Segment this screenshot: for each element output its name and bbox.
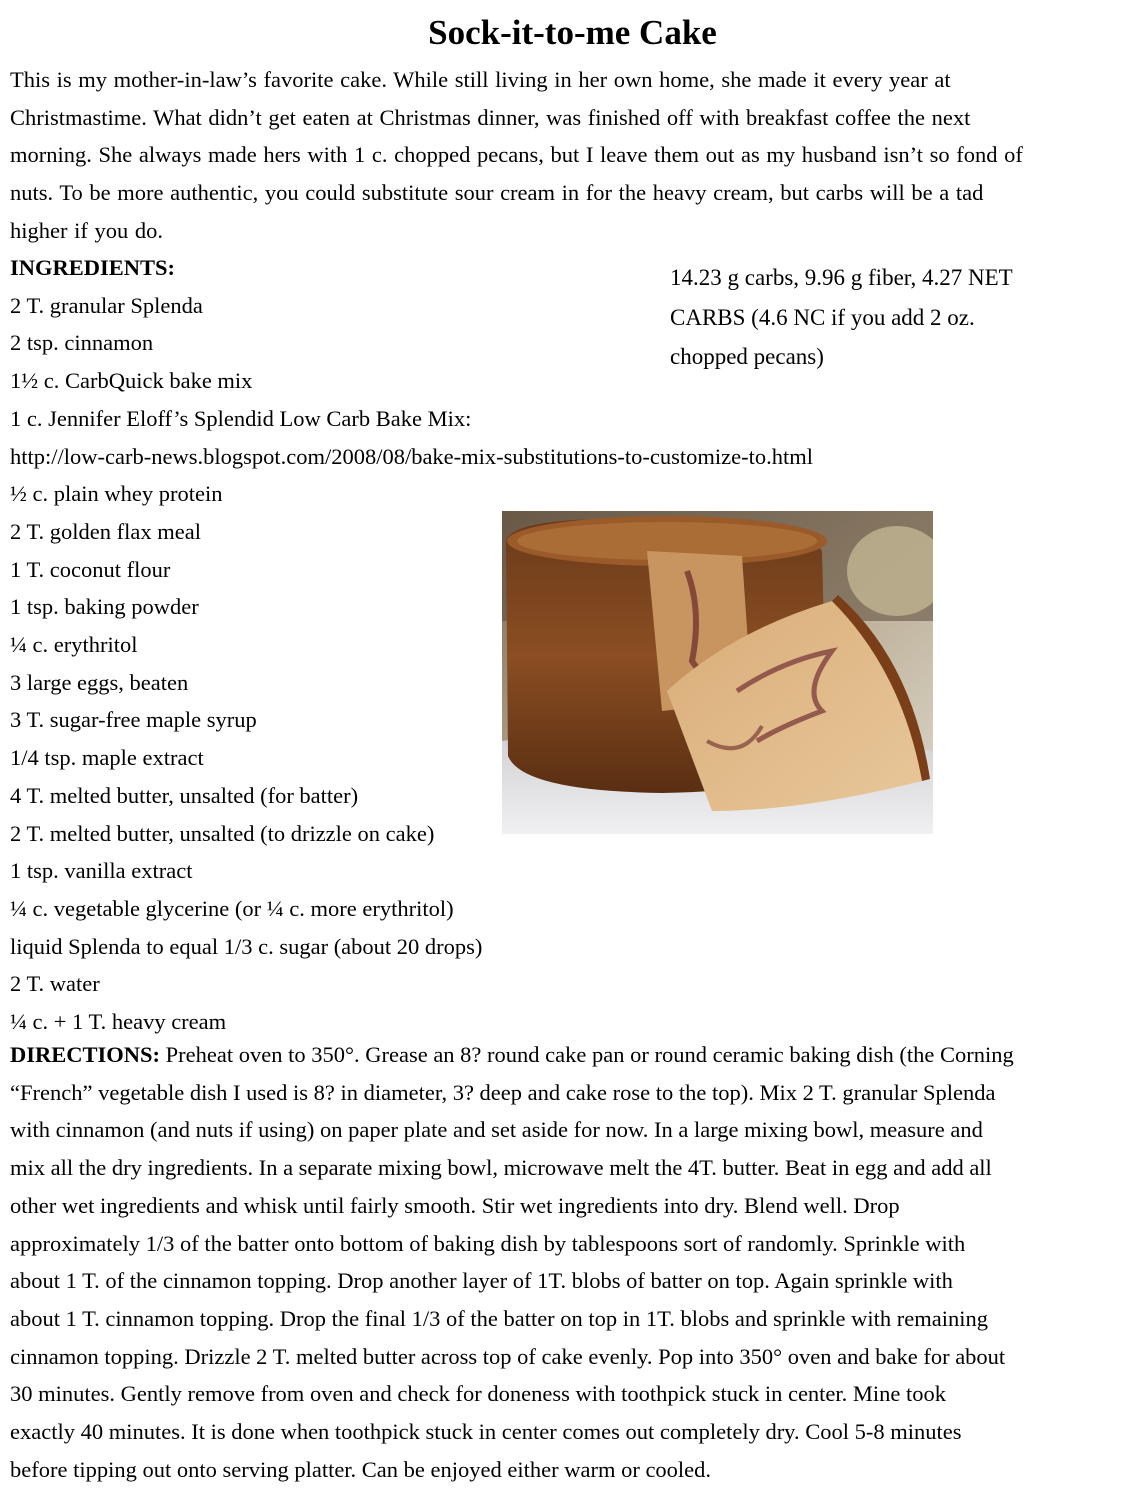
intro-line: This is my mother-in-law’s favorite cake. While still living in her own home, she made it every year at bbox=[10, 67, 951, 92]
intro-line: nuts. To be more authentic, you could substitute sour cream in for the heavy cream, but carbs will be a tad bbox=[10, 180, 984, 206]
ingredient-item: 1/4 tsp. maple extract bbox=[10, 745, 204, 771]
intro-paragraph bbox=[10, 61, 1134, 250]
intro-line: morning. She always made hers with 1 c. chopped pecans, but I leave them out as my husband isn’t so fond of bbox=[10, 142, 1023, 168]
ingredient-item: 3 large eggs, beaten bbox=[10, 669, 189, 695]
directions-heading: DIRECTIONS: bbox=[10, 1042, 161, 1067]
ingredient-item: 2 tsp. cinnamon bbox=[10, 330, 154, 356]
directions-section bbox=[10, 1036, 1134, 1488]
ingredient-item: 1 tsp. baking powder bbox=[10, 594, 199, 620]
directions-line: with cinnamon (and nuts if using) on paper plate and set aside for now. In a large mixing bowl, measure and bbox=[10, 1117, 983, 1143]
ingredient-item: ¼ c. vegetable glycerine (or ¼ c. more erythritol) bbox=[10, 895, 454, 921]
ingredients-heading: INGREDIENTS: bbox=[10, 255, 176, 280]
intro-line: Christmastime. What didn’t get eaten at Christmas dinner, was finished off with breakfast coffee the next bbox=[10, 104, 971, 130]
ingredient-item: 4 T. melted butter, unsalted (for batter) bbox=[10, 782, 359, 808]
directions-line: about 1 T. of the cinnamon topping. Drop another layer of 1T. blobs of batter on top. Again sprinkle with bbox=[10, 1268, 953, 1294]
intro-line: higher if you do. bbox=[10, 217, 163, 243]
nutrition-line: 14.23 g carbs, 9.96 g fiber, 4.27 NET bbox=[670, 265, 1013, 290]
directions-line: before tipping out onto serving platter. Can be enjoyed either warm or cooled. bbox=[10, 1456, 712, 1482]
nutrition-line: chopped pecans) bbox=[670, 344, 824, 369]
directions-line: “French” vegetable dish I used is 8? in diameter, 3? deep and cake rose to the top). Mix 2 T. granular Splenda bbox=[10, 1079, 996, 1105]
cake-photo bbox=[502, 511, 933, 834]
directions-line: cinnamon topping. Drizzle 2 T. melted butter across top of cake evenly. Pop into 350° oven and bake for about bbox=[10, 1343, 1006, 1369]
ingredient-item: 2 T. water bbox=[10, 971, 100, 997]
directions-line: approximately 1/3 of the batter onto bottom of baking dish by tablespoons sort of randomly. Sprinkle with bbox=[10, 1230, 966, 1256]
directions-line: 30 minutes. Gently remove from oven and check for doneness with toothpick stuck in center. Mine took bbox=[10, 1381, 947, 1407]
directions-line: exactly 40 minutes. It is done when toothpick stuck in center comes out completely dry. Cool 5-8 minutes bbox=[10, 1419, 962, 1445]
directions-line: mix all the dry ingredients. In a separate mixing bowl, microwave melt the 4T. butter. Beat in egg and add all bbox=[10, 1155, 992, 1181]
nutrition-line: CARBS (4.6 NC if you add 2 oz. bbox=[670, 304, 975, 330]
ingredient-item: ½ c. plain whey protein bbox=[10, 481, 223, 507]
directions-line: about 1 T. cinnamon topping. Drop the final 1/3 of the batter on top in 1T. blobs and sprinkle with remaining bbox=[10, 1305, 988, 1331]
ingredient-item: liquid Splenda to equal 1/3 c. sugar (about 20 drops) bbox=[10, 933, 483, 959]
ingredient-item: 1 c. Jennifer Eloff’s Splendid Low Carb Bake Mix: bbox=[10, 405, 472, 431]
ingredient-item: ¼ c. + 1 T. heavy cream bbox=[10, 1009, 227, 1035]
ingredient-item: 2 T. melted butter, unsalted (to drizzle on cake) bbox=[10, 820, 435, 846]
directions-line: other wet ingredients and whisk until fairly smooth. Stir wet ingredients into dry. Blend well. Drop bbox=[10, 1192, 900, 1218]
directions-line: Preheat oven to 350°. Grease an 8? round cake pan or round ceramic baking dish (the Corning bbox=[160, 1042, 1014, 1067]
ingredient-link[interactable]: http://low-carb-news.blogspot.com/2008/08/bake-mix-substitutions-to-customize-to.html bbox=[10, 443, 814, 469]
ingredient-item: 2 T. granular Splenda bbox=[10, 292, 203, 318]
ingredient-item: 2 T. golden flax meal bbox=[10, 518, 201, 544]
ingredient-item: 1 T. coconut flour bbox=[10, 556, 171, 582]
ingredient-item: 3 T. sugar-free maple syrup bbox=[10, 707, 257, 733]
ingredient-item: 1 tsp. vanilla extract bbox=[10, 858, 193, 884]
page-title: Sock-it-to-me Cake bbox=[428, 13, 717, 52]
ingredient-item: ¼ c. erythritol bbox=[10, 632, 138, 658]
ingredient-item: 1½ c. CarbQuick bake mix bbox=[10, 368, 253, 394]
